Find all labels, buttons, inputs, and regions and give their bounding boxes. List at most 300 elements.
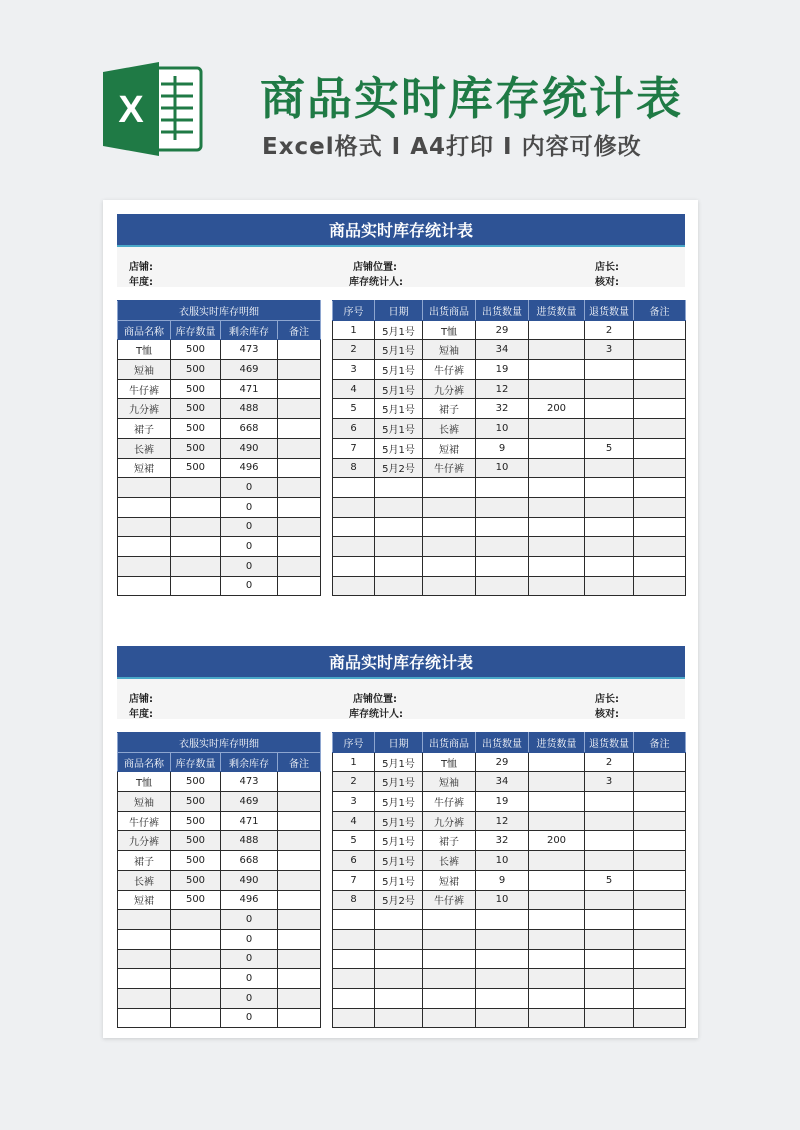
table-cell: 5月1号	[375, 792, 423, 812]
table-cell	[529, 910, 585, 930]
table-cell: 短袖	[423, 340, 476, 360]
table-cell	[118, 517, 171, 537]
table-cell	[171, 497, 221, 517]
table-cell: 5月1号	[375, 320, 423, 340]
table-cell	[529, 320, 585, 340]
table-cell	[585, 517, 634, 537]
table-cell	[333, 478, 375, 498]
table-cell	[278, 890, 321, 910]
location-label: 店铺位置:	[353, 694, 397, 705]
table-cell: 500	[171, 419, 221, 439]
table-cell: 5	[585, 870, 634, 890]
column-header: 出货商品	[423, 733, 476, 753]
table-cell: 5	[333, 399, 375, 419]
table-cell	[423, 929, 476, 949]
table-cell: 500	[171, 399, 221, 419]
table-cell	[585, 792, 634, 812]
table-row	[118, 340, 321, 360]
table-row	[333, 419, 686, 439]
table-cell	[278, 910, 321, 930]
table-cell	[529, 379, 585, 399]
table-row	[333, 537, 686, 557]
column-header: 备注	[278, 320, 321, 340]
table-row	[333, 360, 686, 380]
table-cell: 32	[476, 399, 529, 419]
table-cell: 长裤	[118, 438, 171, 458]
table-cell	[423, 478, 476, 498]
table-row	[333, 988, 686, 1008]
table-row	[118, 890, 321, 910]
table-cell: T恤	[118, 772, 171, 792]
table-cell	[333, 1008, 375, 1028]
table-cell	[118, 1008, 171, 1028]
table-cell: 668	[221, 851, 278, 871]
table-cell	[634, 870, 686, 890]
table-cell	[278, 831, 321, 851]
table-cell: 短袖	[118, 360, 171, 380]
checker-label: 核对:	[595, 709, 619, 720]
table-row	[118, 458, 321, 478]
excel-icon	[103, 62, 203, 156]
table-cell	[171, 949, 221, 969]
table-cell: 5月1号	[375, 831, 423, 851]
table-cell	[278, 419, 321, 439]
table-cell: 496	[221, 458, 278, 478]
table-cell	[529, 792, 585, 812]
table-cell	[278, 851, 321, 871]
table-cell	[634, 988, 686, 1008]
table-cell: 牛仔裤	[118, 379, 171, 399]
table-cell	[375, 969, 423, 989]
table-cell	[118, 497, 171, 517]
table-cell: 2	[333, 772, 375, 792]
table-cell	[476, 497, 529, 517]
sheet-info	[117, 679, 685, 719]
page-title: 商品实时库存统计表	[260, 72, 684, 125]
table-row	[333, 811, 686, 831]
table-cell	[118, 556, 171, 576]
table-cell	[585, 537, 634, 557]
table-row	[333, 929, 686, 949]
table-cell	[529, 497, 585, 517]
table-cell	[375, 497, 423, 517]
table-cell	[118, 478, 171, 498]
table-cell: 九分裤	[423, 811, 476, 831]
table-cell	[423, 517, 476, 537]
table-cell	[278, 576, 321, 596]
table-cell: 4	[333, 811, 375, 831]
table-row	[118, 379, 321, 399]
table-cell: 500	[171, 870, 221, 890]
sheet-info	[117, 247, 685, 287]
table-cell	[529, 360, 585, 380]
column-header: 序号	[333, 733, 375, 753]
table-row	[118, 929, 321, 949]
table-cell	[171, 929, 221, 949]
table-cell: 裙子	[423, 399, 476, 419]
table-cell	[278, 556, 321, 576]
table-cell	[585, 890, 634, 910]
table-row	[333, 752, 686, 772]
table-cell	[278, 969, 321, 989]
table-cell	[529, 929, 585, 949]
table-row	[118, 772, 321, 792]
column-header: 备注	[634, 733, 686, 753]
column-header: 日期	[375, 733, 423, 753]
table-cell	[585, 419, 634, 439]
table-cell	[171, 537, 221, 557]
table-row	[333, 458, 686, 478]
table-cell: 0	[221, 910, 278, 930]
table-cell	[634, 360, 686, 380]
table-row	[118, 497, 321, 517]
table-cell: 2	[585, 752, 634, 772]
table-cell	[423, 576, 476, 596]
table-row	[333, 851, 686, 871]
table-cell: 10	[476, 851, 529, 871]
table-cell: 0	[221, 497, 278, 517]
table-cell	[278, 949, 321, 969]
table-cell	[278, 517, 321, 537]
table-cell: 1	[333, 752, 375, 772]
table-cell	[278, 811, 321, 831]
table-cell	[278, 1008, 321, 1028]
checker-label: 核对:	[595, 277, 619, 288]
table-cell	[278, 438, 321, 458]
shipment-table	[332, 300, 686, 596]
table-cell	[585, 811, 634, 831]
table-cell	[529, 851, 585, 871]
table-cell: 九分裤	[423, 379, 476, 399]
table-cell: 19	[476, 792, 529, 812]
table-cell	[585, 497, 634, 517]
table-cell: 5月1号	[375, 379, 423, 399]
table-cell	[333, 910, 375, 930]
table-cell	[375, 576, 423, 596]
table-cell	[634, 517, 686, 537]
column-header: 日期	[375, 301, 423, 321]
table-cell: 裙子	[118, 419, 171, 439]
table-cell: 裙子	[118, 851, 171, 871]
table-cell: 5月1号	[375, 419, 423, 439]
table-cell	[529, 772, 585, 792]
table-cell: 九分裤	[118, 399, 171, 419]
table-cell: 29	[476, 752, 529, 772]
table-cell: 6	[333, 851, 375, 871]
column-header: 出货商品	[423, 301, 476, 321]
table-cell: 5月1号	[375, 340, 423, 360]
table-cell	[529, 969, 585, 989]
table-row	[333, 438, 686, 458]
table-cell	[423, 556, 476, 576]
table-cell: 3	[333, 792, 375, 812]
inventory-sheet-2	[117, 646, 685, 1024]
table-cell	[634, 419, 686, 439]
column-header: 库存数量	[171, 320, 221, 340]
table-cell	[476, 537, 529, 557]
table-cell	[529, 340, 585, 360]
table-row	[118, 478, 321, 498]
table-row	[118, 870, 321, 890]
table-row	[118, 419, 321, 439]
table-cell	[634, 851, 686, 871]
table-cell	[529, 811, 585, 831]
stock-detail-caption: 衣服实时库存明细	[118, 733, 321, 753]
table-cell: 5月1号	[375, 438, 423, 458]
table-cell: 短裙	[118, 458, 171, 478]
table-row	[118, 399, 321, 419]
table-cell: 短袖	[423, 772, 476, 792]
table-row	[118, 576, 321, 596]
stock-detail-table	[117, 732, 321, 1028]
table-row	[118, 949, 321, 969]
table-cell	[118, 988, 171, 1008]
table-cell	[529, 438, 585, 458]
table-cell: 5月2号	[375, 458, 423, 478]
table-row	[333, 949, 686, 969]
table-row	[118, 811, 321, 831]
table-cell	[529, 576, 585, 596]
table-cell	[634, 576, 686, 596]
table-cell	[278, 497, 321, 517]
table-cell	[529, 870, 585, 890]
table-cell	[476, 1008, 529, 1028]
table-cell	[118, 969, 171, 989]
table-row	[333, 772, 686, 792]
table-cell	[476, 949, 529, 969]
table-cell: 5	[333, 831, 375, 851]
table-cell: 牛仔裤	[423, 458, 476, 478]
table-row	[118, 988, 321, 1008]
table-cell: 500	[171, 340, 221, 360]
table-row	[333, 870, 686, 890]
column-header: 退货数量	[585, 733, 634, 753]
table-cell: 32	[476, 831, 529, 851]
table-cell	[634, 497, 686, 517]
table-row	[118, 556, 321, 576]
table-cell	[634, 340, 686, 360]
table-cell: 6	[333, 419, 375, 439]
table-cell	[333, 929, 375, 949]
table-cell: 8	[333, 890, 375, 910]
table-cell	[476, 478, 529, 498]
table-cell	[375, 988, 423, 1008]
table-cell	[585, 910, 634, 930]
table-cell	[476, 556, 529, 576]
table-cell	[333, 576, 375, 596]
column-header: 退货数量	[585, 301, 634, 321]
column-header: 序号	[333, 301, 375, 321]
table-cell: 0	[221, 478, 278, 498]
table-cell: 7	[333, 870, 375, 890]
table-cell	[333, 517, 375, 537]
sheet-title: 商品实时库存统计表	[117, 646, 685, 679]
table-cell: 0	[221, 576, 278, 596]
table-cell	[118, 576, 171, 596]
table-cell: 473	[221, 772, 278, 792]
table-cell: 5月1号	[375, 851, 423, 871]
table-cell	[278, 399, 321, 419]
table-cell	[375, 537, 423, 557]
column-header: 备注	[634, 301, 686, 321]
table-cell: 5月1号	[375, 752, 423, 772]
table-cell: 9	[476, 438, 529, 458]
table-row	[333, 792, 686, 812]
table-cell	[423, 910, 476, 930]
table-cell: 500	[171, 851, 221, 871]
table-cell	[585, 988, 634, 1008]
table-cell: 长裤	[118, 870, 171, 890]
table-cell: 5月1号	[375, 360, 423, 380]
table-cell: 5月1号	[375, 772, 423, 792]
table-cell: 200	[529, 399, 585, 419]
table-cell: 473	[221, 340, 278, 360]
table-cell: 29	[476, 320, 529, 340]
table-cell: 19	[476, 360, 529, 380]
table-cell	[278, 360, 321, 380]
table-cell	[476, 910, 529, 930]
table-cell: 2	[585, 320, 634, 340]
shop-label: 店铺:	[129, 262, 153, 273]
table-cell	[333, 949, 375, 969]
sheet-title: 商品实时库存统计表	[117, 214, 685, 247]
table-cell	[634, 831, 686, 851]
table-cell	[634, 1008, 686, 1028]
table-cell	[171, 517, 221, 537]
table-cell	[333, 556, 375, 576]
table-cell	[634, 910, 686, 930]
table-row	[118, 517, 321, 537]
table-cell	[634, 379, 686, 399]
table-cell: 3	[585, 340, 634, 360]
table-cell: 0	[221, 988, 278, 1008]
table-cell	[278, 772, 321, 792]
inventory-sheet-1	[117, 214, 685, 592]
table-cell: 3	[585, 772, 634, 792]
table-cell	[585, 458, 634, 478]
table-cell	[333, 988, 375, 1008]
table-cell	[423, 969, 476, 989]
table-cell	[529, 988, 585, 1008]
table-cell: 5月1号	[375, 811, 423, 831]
table-cell	[634, 399, 686, 419]
table-cell: 短袖	[118, 792, 171, 812]
table-cell: 2	[333, 340, 375, 360]
table-cell	[585, 831, 634, 851]
table-cell: 488	[221, 399, 278, 419]
table-cell	[585, 851, 634, 871]
table-cell	[476, 576, 529, 596]
table-cell	[118, 929, 171, 949]
table-cell	[634, 929, 686, 949]
table-cell: 34	[476, 772, 529, 792]
table-cell	[423, 537, 476, 557]
table-cell	[375, 517, 423, 537]
column-header: 剩余库存	[221, 320, 278, 340]
column-header: 进货数量	[529, 301, 585, 321]
table-row	[333, 340, 686, 360]
table-cell	[171, 1008, 221, 1028]
table-cell	[585, 1008, 634, 1028]
table-cell	[634, 792, 686, 812]
table-cell	[585, 576, 634, 596]
table-cell	[529, 949, 585, 969]
table-row	[333, 497, 686, 517]
table-cell: 长裤	[423, 419, 476, 439]
table-cell	[118, 949, 171, 969]
table-cell	[278, 792, 321, 812]
table-row	[333, 517, 686, 537]
table-cell	[278, 988, 321, 1008]
table-cell	[634, 556, 686, 576]
table-cell: 496	[221, 890, 278, 910]
table-cell: 500	[171, 438, 221, 458]
table-cell: 500	[171, 379, 221, 399]
column-header: 剩余库存	[221, 752, 278, 772]
table-cell	[171, 576, 221, 596]
table-cell	[529, 458, 585, 478]
table-cell	[423, 949, 476, 969]
table-cell	[529, 478, 585, 498]
column-header: 库存数量	[171, 752, 221, 772]
table-cell	[171, 910, 221, 930]
table-row	[333, 320, 686, 340]
table-cell	[171, 478, 221, 498]
table-cell	[634, 969, 686, 989]
table-cell: 471	[221, 811, 278, 831]
table-cell: 500	[171, 890, 221, 910]
table-cell: 5月1号	[375, 870, 423, 890]
table-cell	[634, 478, 686, 498]
table-row	[333, 576, 686, 596]
table-cell: 牛仔裤	[423, 360, 476, 380]
paper-sheet	[103, 200, 698, 1038]
counter-label: 库存统计人:	[349, 277, 403, 288]
table-cell	[585, 360, 634, 380]
table-cell	[634, 752, 686, 772]
table-row	[118, 831, 321, 851]
table-cell: 5月1号	[375, 399, 423, 419]
shipment-table	[332, 732, 686, 1028]
table-cell	[476, 929, 529, 949]
table-cell: 490	[221, 438, 278, 458]
table-cell	[634, 537, 686, 557]
table-cell	[529, 1008, 585, 1028]
column-header: 进货数量	[529, 733, 585, 753]
counter-label: 库存统计人:	[349, 709, 403, 720]
table-cell	[476, 969, 529, 989]
table-row	[118, 910, 321, 930]
table-cell: 短裙	[118, 890, 171, 910]
table-cell	[585, 929, 634, 949]
table-cell: 668	[221, 419, 278, 439]
table-cell: 0	[221, 556, 278, 576]
table-cell	[529, 556, 585, 576]
table-cell: 0	[221, 537, 278, 557]
column-header: 备注	[278, 752, 321, 772]
table-row	[333, 379, 686, 399]
table-cell	[375, 1008, 423, 1028]
table-cell	[476, 517, 529, 537]
table-cell	[278, 340, 321, 360]
table-row	[118, 851, 321, 871]
table-cell: 500	[171, 792, 221, 812]
table-cell	[634, 890, 686, 910]
table-cell: 500	[171, 360, 221, 380]
table-row	[118, 1008, 321, 1028]
table-cell: 200	[529, 831, 585, 851]
table-cell: 7	[333, 438, 375, 458]
